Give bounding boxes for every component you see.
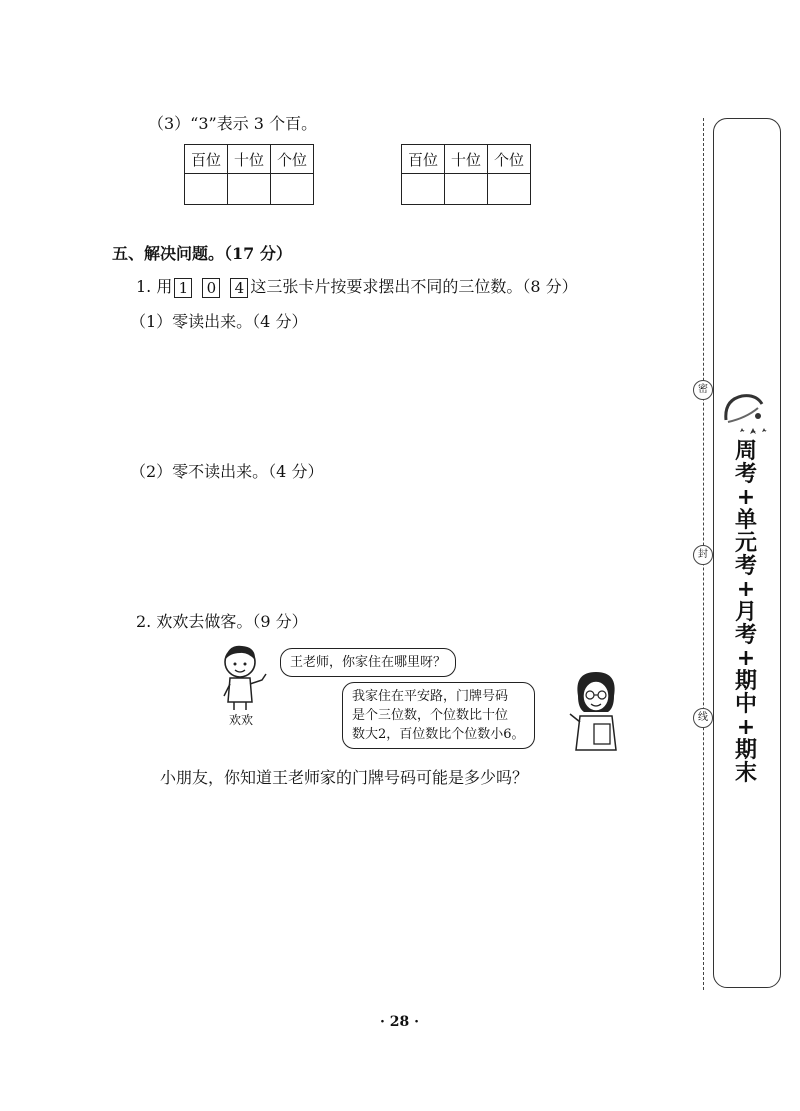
teacher-speech-line-3: 数大2，百位数比个位数小6。 [352, 727, 525, 742]
teacher-wang-illustration [568, 668, 624, 754]
answer-cell-hundreds[interactable] [185, 174, 228, 205]
answer-cell-tens[interactable] [445, 174, 488, 205]
answer-cell-hundreds[interactable] [402, 174, 445, 205]
page-number: · 28 · [380, 1014, 419, 1030]
teacher-speech-bubble [342, 682, 535, 749]
teacher-speech-line-1: 我家住在平安路，门牌号码 [352, 689, 509, 704]
problem-2-title: 2. 欢欢去做客。（9 分） [136, 612, 308, 631]
header-hundreds: 百位 [185, 145, 228, 174]
problem-1-suffix: 这三张卡片按要求摆出不同的三位数。（8 分） [250, 277, 578, 296]
header-hundreds: 百位 [402, 145, 445, 174]
problem-2-question: 小朋友，你知道王老师家的门牌号码可能是多少吗？ [160, 768, 529, 787]
kid-name-label: 欢欢 [229, 713, 254, 727]
place-value-table-left [184, 144, 314, 205]
header-tens: 十位 [228, 145, 271, 174]
problem-1-part-2: （2）零不读出来。（4 分） [130, 462, 324, 481]
header-ones: 个位 [271, 145, 314, 174]
question-3-label: （3）“3”表示 3 个百。 [148, 114, 318, 133]
logo-icon [718, 384, 774, 440]
answer-cell-ones[interactable] [488, 174, 531, 205]
huanhuan-illustration [218, 640, 278, 712]
problem-1 [136, 277, 578, 298]
number-card-1: 1 [174, 278, 192, 298]
huanhuan-speech-bubble: 王老师，你家住在哪里呀？ [280, 648, 456, 677]
header-tens: 十位 [445, 145, 488, 174]
problem-1-part-1: （1）零读出来。（4 分） [130, 312, 308, 331]
answer-cell-ones[interactable] [271, 174, 314, 205]
teacher-speech-line-2: 是个三位数，个位数比十位 [352, 708, 509, 723]
sidebar-title: 周 考 + 单 元 考 + 月 考 + 期 中 + 期 末 [734, 439, 757, 786]
place-value-table-right [401, 144, 531, 205]
section-5-title: 五、解决问题。（17 分） [112, 244, 292, 263]
seal-mark-mi: 密 [693, 380, 713, 400]
header-ones: 个位 [488, 145, 531, 174]
seal-mark-feng: 封 [693, 545, 713, 565]
number-card-4: 4 [230, 278, 248, 298]
number-card-0: 0 [202, 278, 220, 298]
seal-mark-xian: 线 [693, 708, 713, 728]
answer-cell-tens[interactable] [228, 174, 271, 205]
problem-1-prefix: 1. 用 [136, 277, 173, 296]
